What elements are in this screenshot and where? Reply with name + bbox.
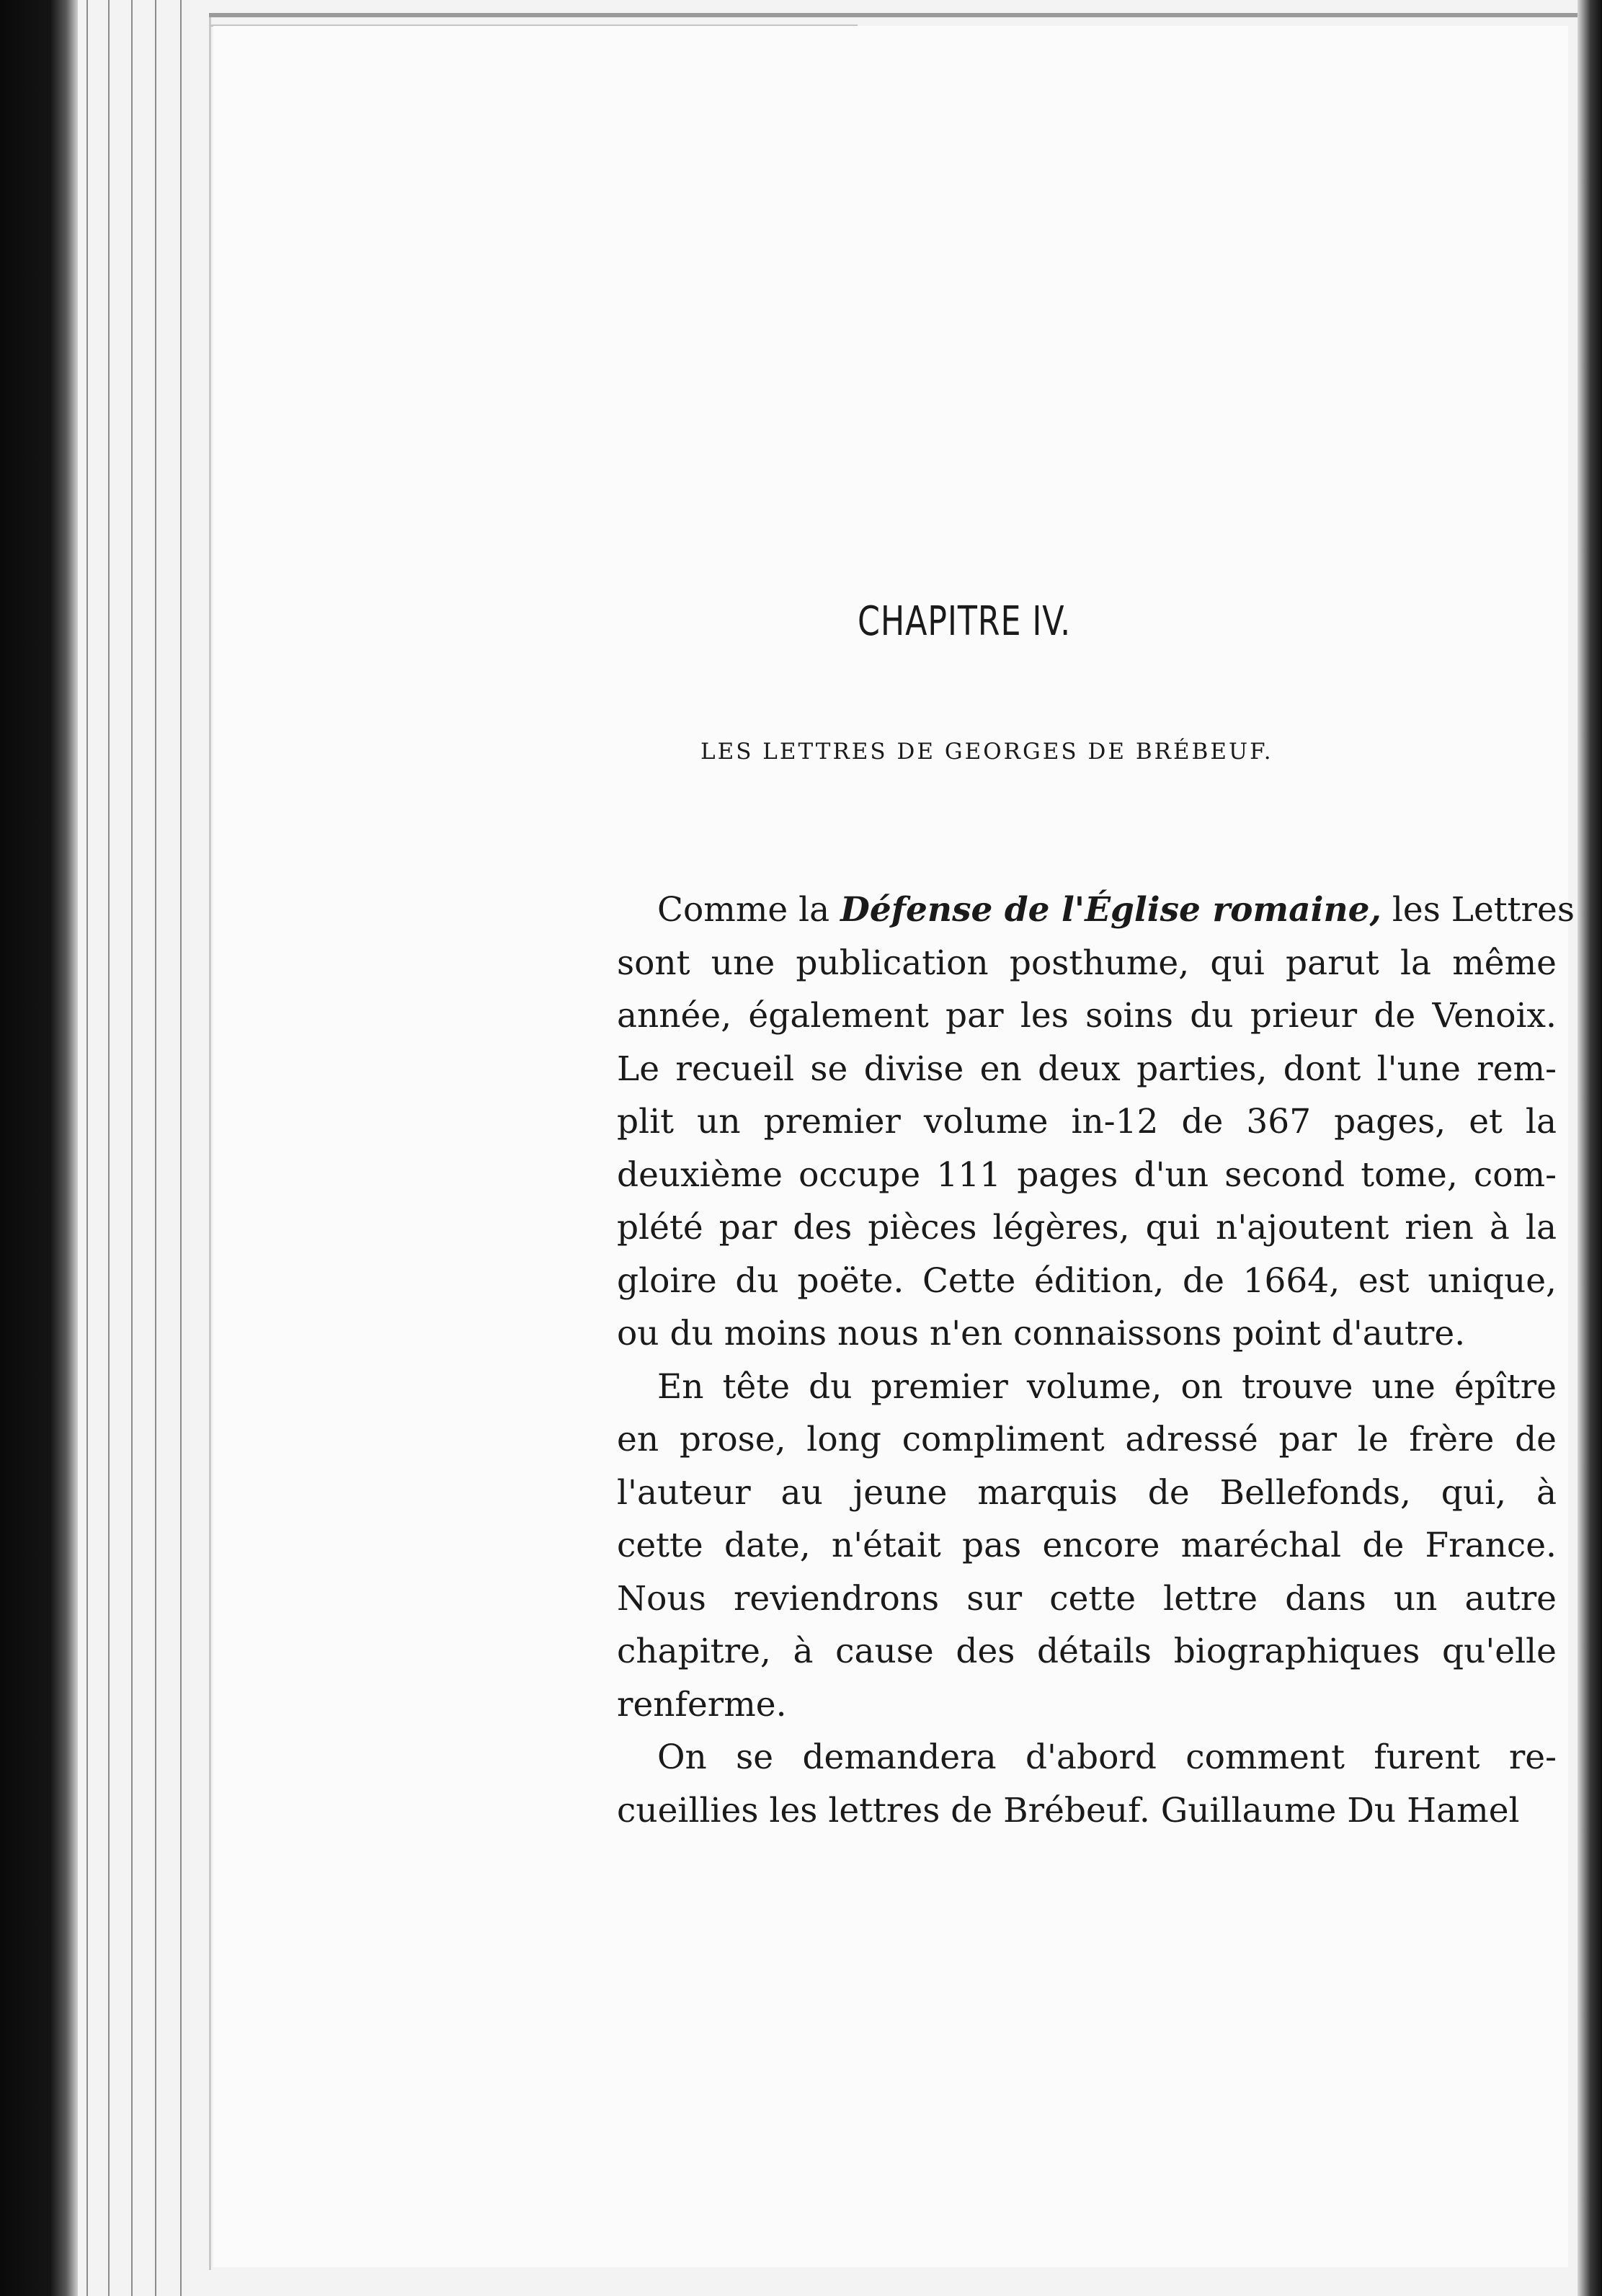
text-line: année, également par les soins du prieur de Venoix.	[617, 996, 1557, 1036]
text-line: gloire du poëte. Cette édition, de 1664, est unique,	[617, 1260, 1557, 1301]
text-fragment: Comme la	[657, 890, 841, 930]
right-page-edge	[1577, 0, 1602, 2296]
text-line: cette date, n'était pas encore maréchal de France.	[617, 1526, 1557, 1565]
paragraph	[577, 1361, 1557, 1732]
page-edge-line	[86, 0, 88, 2296]
text-line: l'auteur au jeune marquis de Bellefonds, qui, à	[617, 1472, 1557, 1513]
page-edge-line	[108, 0, 110, 2296]
chapter-subtitle: LES LETTRES DE GEORGES DE BRÉBEUF.	[700, 739, 1273, 765]
text-line: ou du moins nous n'en connaissons point d'autre.	[617, 1314, 1466, 1353]
body-text	[577, 884, 1575, 1837]
text-line: On se demandera d'abord comment furent re-	[657, 1737, 1557, 1777]
text-line: cueillies les lettres de Brébeuf. Guillaume Du Hamel	[617, 1790, 1520, 1830]
text-line: sont une publication posthume, qui parut la même	[617, 943, 1557, 983]
text-line: renferme.	[617, 1684, 787, 1725]
paragraph	[577, 884, 1575, 1361]
text-line: Le recueil se divise en deux parties, dont l'une rem-	[617, 1049, 1557, 1089]
text-fragment: les Lettres	[1381, 890, 1575, 930]
paragraph	[577, 1731, 1557, 1837]
book-spine	[0, 0, 78, 2296]
text-line: en prose, long compliment adressé par le frère de	[617, 1420, 1557, 1459]
chapter-title: CHAPITRE IV.	[858, 598, 1072, 645]
italic-title: Défense de l'Église romaine,	[840, 890, 1381, 930]
page-edge-line	[155, 0, 156, 2296]
text-line: En tête du premier volume, on trouve une épître	[657, 1366, 1557, 1407]
text-line: Nous reviendrons sur cette lettre dans un autre	[617, 1578, 1557, 1619]
text-line: plété par des pièces légères, qui n'ajoutent rien à la	[617, 1208, 1557, 1247]
text-line: chapitre, à cause des détails biographiques qu'elle	[617, 1632, 1557, 1671]
text-line: deuxième occupe 111 pages d'un second tome, com-	[617, 1154, 1557, 1195]
text-line: plit un premier volume in-12 de 367 pages, et la	[617, 1102, 1557, 1142]
page-edge-line	[131, 0, 133, 2296]
page-margin-line	[209, 14, 211, 2270]
text-line	[577, 884, 1575, 937]
top-page-edge	[209, 13, 1578, 17]
page-edge-line	[180, 0, 182, 2296]
